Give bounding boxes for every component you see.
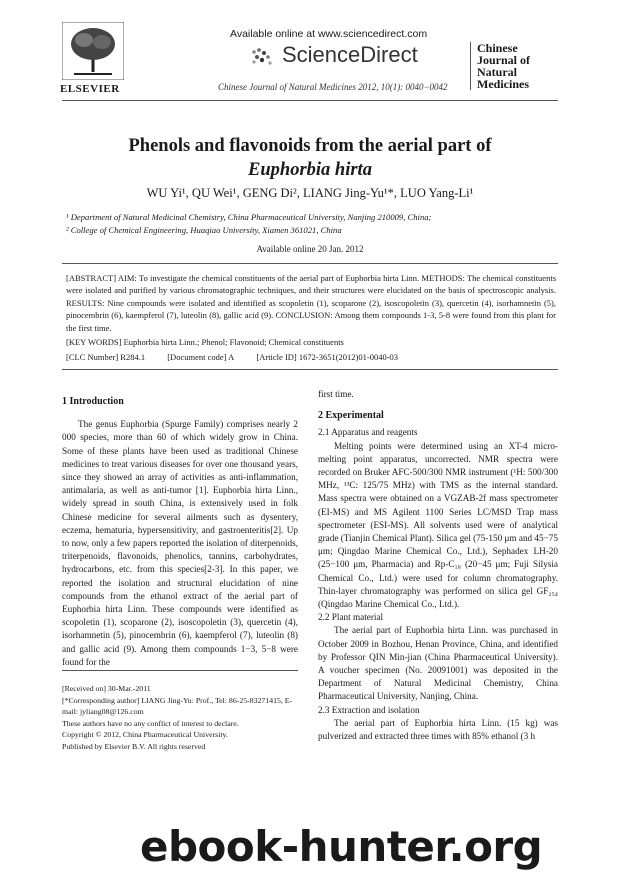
author-list: WU Yi¹, QU Wei¹, GENG Di², LIANG Jing-Yu¹*, LUO Yang-Li¹	[146, 186, 474, 200]
journal-citation: Chinese Journal of Natural Medicines 2012, 10(1): 0040−0042	[218, 82, 448, 92]
available-date: Available online 20 Jan. 2012	[256, 244, 364, 254]
abstract-bottom-rule	[62, 369, 558, 370]
journal-name-line: Natural	[477, 65, 517, 79]
journal-name-line: Medicines	[477, 77, 529, 91]
watermark-text: ebook-hunter.org	[140, 822, 543, 871]
footnote-rule	[62, 670, 298, 671]
article-title	[62, 134, 558, 182]
subsection-plant-material: 2.2 Plant material	[318, 612, 384, 623]
journal-name-block	[470, 42, 557, 90]
affiliation-1: ¹ Department of Natural Medicinal Chemistry, China Pharmaceutical University, Nanjing 210009, China;	[66, 212, 432, 222]
classification-line	[66, 352, 556, 362]
footnotes	[62, 683, 298, 753]
keywords: [KEY WORDS] Euphorbia hirta Linn.; Phenol; Flavonoid; Chemical constituents	[66, 337, 344, 347]
subsection-apparatus: 2.1 Apparatus and reagents	[318, 427, 418, 438]
journal-name-line: Journal of	[477, 53, 531, 67]
sciencedirect-logo: ScienceDirect	[282, 42, 418, 67]
footnote-conflict: These authors have no any conflict of interest to declare.	[62, 718, 239, 728]
footnote-copyright: Copyright © 2012, China Pharmaceutical University.	[62, 730, 228, 740]
abstract-text: [ABSTRACT] AIM: To investigate the chemical constituents of the aerial part of Euphorbia hirta Linn. METHODS: The chemical constituents were isolated and purified by various chromatographic techniques, and their structures were elucidated on the basis of spectroscopic analysis. RESULTS: Nine compounds were isolated and identified as scopoletin (1), scoparone (2), isoscopoletin (3), quercetin (4), isorhamnetin (5), pinocembrin (6), kaempferol (7), luteolin (8), gallic acid (9). CONCLUSION: Among them compounds 1-3, 5-8 were found from this plant for the first time.	[66, 273, 556, 333]
title-line-2: Euphorbia hirta	[248, 160, 372, 180]
available-online-text: Available online at www.sciencedirect.com	[230, 28, 428, 40]
title-line-1: Phenols and flavonoids from the aerial part of	[128, 136, 492, 156]
article-id: [Article ID] 1672-3651(2012)01-0040-03	[256, 352, 399, 362]
publisher-name: ELSEVIER	[60, 83, 120, 95]
footnote-publisher: Published by Elsevier B.V. All rights reserved	[62, 741, 206, 751]
left-column	[62, 395, 298, 669]
extraction-paragraph: The aerial part of Euphorbia hirta Linn. (15 kg) was pulverized and extracted three times with 85% ethanol (3 h	[318, 717, 558, 742]
subsection-extraction: 2.3 Extraction and isolation	[318, 704, 420, 715]
right-column	[318, 388, 558, 743]
document-code: [Document code] A	[167, 352, 235, 362]
elsevier-tree-logo	[62, 22, 124, 80]
footnote-received: [Received on] 30-Mar.-2011	[62, 684, 151, 693]
continued-text: first time.	[318, 389, 354, 399]
section-heading-experimental: 2 Experimental	[318, 410, 384, 422]
abstract-top-rule	[62, 263, 558, 264]
intro-paragraph: The genus Euphorbia (Spurge Family) comprises nearly 2 000 species, more than 60 of which widely grow in China. Some of these plants have been used as traditional Chinese medicines to treat various diseases for over one thousand years, since they showed an array of activities as anti-inflammation, antimalaria, as well as anti-tumor [1]. Euphorbia hirta Linn., widely spread in south China, is extensively used in folk Chinese medicine for several ailments such as dysentery, eczema, hematuria, hypersensitivity, and gastroenteritis[2]. Up to now, only a few papers reported the isolation of diterpenoids, triterpenoids, flavonoids, phenolics, tannins, carbohydrates, hydrocarbons, etc. from this species[2-3]. In this paper, we reported the isolation and structural elucidation of nine compounds from the ethanol extract of the aerial part of Euphorbia hirta Linn. These compounds were identified as scopoletin (1), scoparone (2), isoscopoletin (3), quercetin (4), isorhamnetin (5), pinocembrin (6), kaempferol (7), luteolin (8) and gallic acid (9). Among them compounds 1−3, 5−8 were found for the	[62, 419, 298, 667]
section-heading-introduction: 1 Introduction	[62, 396, 124, 407]
journal-name-line: Chinese	[477, 41, 518, 55]
plant-material-paragraph: The aerial part of Euphorbia hirta Linn. was purchased in October 2009 in Bozhou, Henan Province, China, and identified by Professor QIN Min-jian (China Pharmaceutical University). A voucher specimen (No. 20091001) was deposited in the Department of Natural Medicinal Chemistry, China Pharmaceutical University, Nanjing, China.	[318, 625, 558, 702]
apparatus-paragraph: Melting points were determined using an XT-4 micro-melting point apparatus, uncorrected. NMR spectra were recorded on Bruker AFC-500/300 NMR instrument (¹H: 500/300 MHz, ¹³C: 125/75 MHz) with TMS as the internal standard. Mass spectra were obtained on a VGZAB-2f mass spectrometer (EI-MS) and MS Agilent 1100 Series LC/MSD Trap mass spectrometer (ESI-MS). All solvents used were of analytical grade (Tianjin Chemical Plant). Silica gel (75-150 μm and 45−75 μm; Qingdao Marine Chemical Co., Ltd.), Sephadex LH-20 (25−100 μm, Pharmacia) and Rp-C₁₈ (20−45 μm; Fuji Silysia Chemical Co., Ltd.) were used for column chromatography. Thin-layer chromatography was performed on silica gel GF₂₅₄ (Qingdao Marine Chemical Co., Ltd.).	[318, 440, 558, 610]
clc-number: [CLC Number] R284.1	[66, 352, 146, 362]
header-divider	[62, 100, 558, 101]
affiliation-2: ² College of Chemical Engineering, Huaqiao University, Xiamen 361021, China	[66, 225, 342, 235]
footnote-corresponding-author: [*Corresponding author] LIANG Jing-Yu: Prof., Tel: 86-25-83271415, E-mail: jyliang08@126.com	[62, 695, 293, 717]
sciencedirect-dots-icon	[250, 46, 278, 68]
